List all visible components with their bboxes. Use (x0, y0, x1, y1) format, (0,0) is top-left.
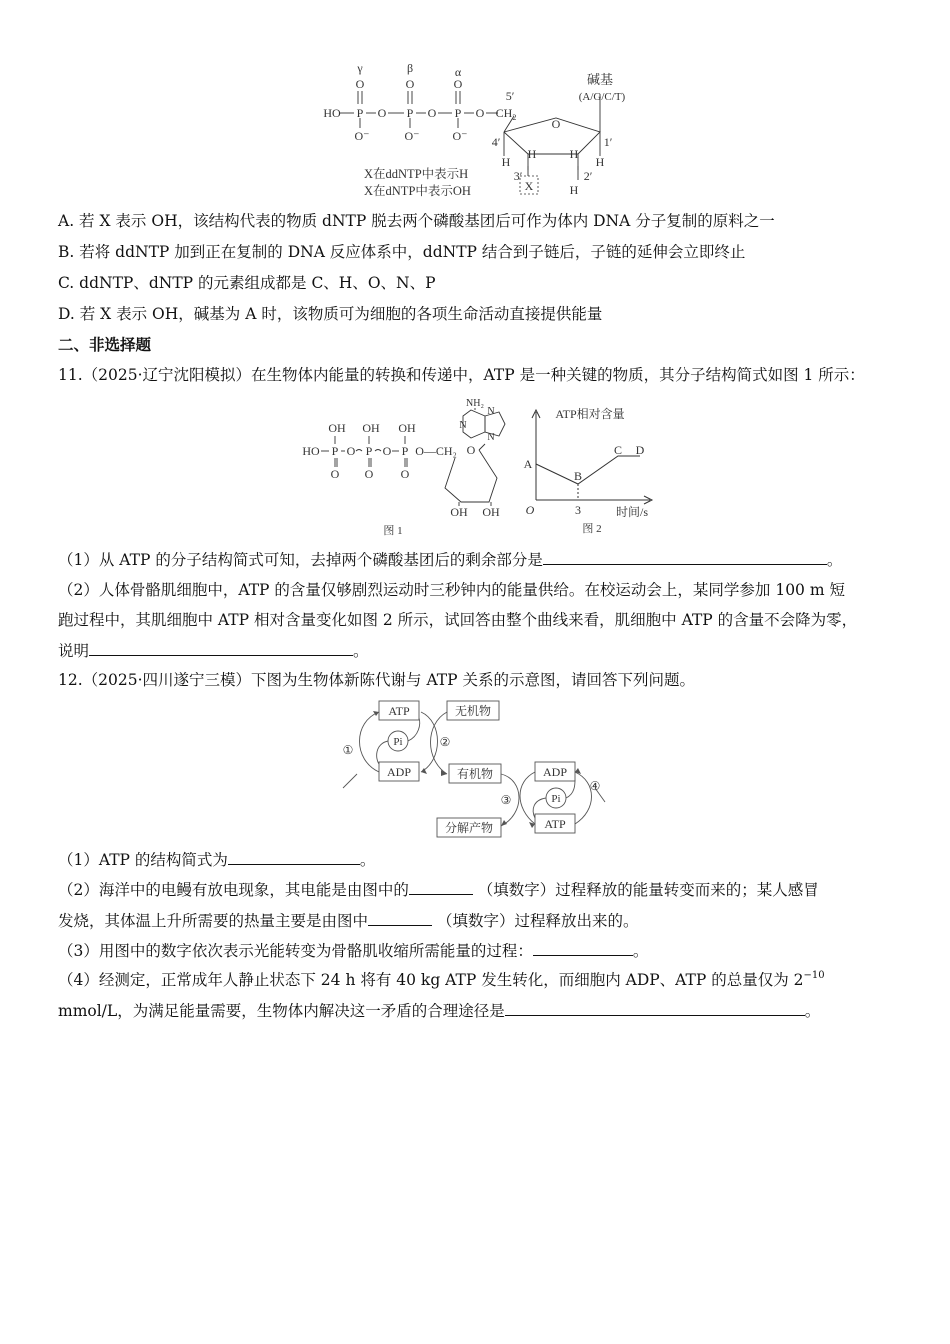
option-c: C. ddNTP、dNTP 的元素组成都是 C、H、O、N、P (58, 274, 436, 292)
option-b: B. 若将 ddNTP 加到正在复制的 DNA 反应体系中，ddNTP 结合到子链后，子链的延伸会立即终止 (58, 243, 746, 261)
svg-text:O—CH₂: O—CH₂ (415, 444, 457, 458)
point-a-label: A (523, 457, 533, 471)
svg-text:P: P (401, 444, 409, 458)
svg-text:O: O (346, 444, 356, 458)
q12-sub2-line2: 发烧，其体温上升所需要的热量主要是由图中 （填数字）过程释放出来的。 (58, 912, 639, 930)
q12-sub2-blank-a[interactable] (409, 879, 473, 895)
svg-text:3′: 3′ (513, 169, 523, 183)
diagram-atp-right: ATP (544, 817, 566, 831)
diagram-adp-right: ADP (542, 765, 568, 779)
q11-stem: 11.（2025·辽宁沈阳模拟）在生物体内能量的转换和传递中，ATP 是一种关键的物质，其分子结构简式如图 1 所示： (58, 366, 865, 384)
q12-sub4-blank[interactable] (505, 1000, 805, 1016)
diagram-inorganic: 无机物 (454, 704, 492, 718)
svg-text:O: O (355, 77, 365, 91)
svg-text:P: P (406, 106, 414, 120)
svg-text:CH2: $CH_2$ (495, 106, 517, 122)
svg-text:5′: 5′ (505, 89, 515, 103)
svg-text:1′: 1′ (603, 135, 613, 149)
svg-text:O: O (405, 77, 415, 91)
point-b-label: B (573, 469, 583, 483)
svg-text:N: N (487, 432, 495, 443)
base-label: 碱基 (586, 72, 614, 87)
q12-sub1-blank[interactable] (228, 849, 360, 865)
option-a: A. 若 X 表示 OH，该结构代表的物质 dNTP 脱去两个磷酸基团后可作为体内 DNA 分子复制的原料之一 (58, 212, 775, 230)
svg-text:OH: OH (398, 421, 416, 435)
svg-text:N: N (487, 406, 495, 417)
atp-metabolism-diagram (335, 698, 615, 840)
chart-ylabel: ATP相对含量 (555, 407, 625, 421)
diagram-atp-top: ATP (388, 704, 410, 718)
svg-text:O: O (475, 106, 485, 120)
diagram-pi-right: Pi (551, 793, 561, 805)
option-d: D. 若 X 表示 OH，碱基为 A 时，该物质可为细胞的各项生命活动直接提供能量 (58, 305, 603, 323)
svg-text:P: P (356, 106, 364, 120)
chart-tick-3: 3 (575, 503, 581, 517)
svg-text:P: P (331, 444, 339, 458)
gamma-label: γ (357, 61, 363, 75)
point-c-label: C (613, 443, 623, 457)
q11-sub2-blank[interactable] (89, 640, 353, 656)
svg-text:OH: OH (482, 505, 500, 519)
q11-sub2-line3: 说明 。 (58, 642, 369, 660)
svg-text:O⁻: O⁻ (404, 129, 420, 143)
process-4-label: ④ (589, 779, 601, 793)
q12-sub3-blank[interactable] (533, 940, 633, 956)
svg-text:OH: OH (362, 421, 380, 435)
svg-text:O: O (377, 106, 387, 120)
diagram-pi-left: Pi (393, 736, 403, 748)
q12-sub2-blank-b[interactable] (368, 910, 432, 926)
process-3-label: ③ (500, 793, 512, 807)
svg-text:O: O (427, 106, 437, 120)
svg-text:O: O (330, 467, 340, 481)
q12-stem: 12.（2025·四川遂宁三模）下图为生物体新陈代谢与 ATP 关系的示意图，请回答下列问题。 (58, 671, 695, 689)
atp-curve-line (536, 456, 640, 484)
svg-text:O: O (466, 443, 476, 457)
svg-text:H: H (569, 147, 579, 161)
svg-text:O: O (551, 117, 561, 131)
svg-text:HO: HO (302, 444, 320, 458)
q12-sub2-line1: （2）海洋中的电鳗有放电现象，其电能是由图中的 （填数字）过程释放的能量转变而来的；某人感冒 (58, 881, 819, 899)
q11-sub1: （1）从 ATP 的分子结构简式可知，去掉两个磷酸基团后的剩余部分是 。 (58, 551, 843, 569)
svg-text:H: H (569, 183, 579, 197)
chart-origin: O (525, 503, 535, 517)
svg-text:O: O (382, 444, 392, 458)
fig1-caption: 图 1 (383, 525, 403, 537)
diagram-adp-left: ADP (386, 765, 412, 779)
svg-text:O⁻: O⁻ (354, 129, 370, 143)
q11-sub2-line1: （2）人体骨骼肌细胞中，ATP 的含量仅够剧烈运动时三秒钟内的能量供给。在校运动会上，某同学参加 100 m 短 (58, 581, 845, 599)
process-1-label: ① (342, 743, 354, 757)
q11-sub2-line2: 跑过程中，其肌细胞中 ATP 相对含量变化如图 2 所示，试回答由整个曲线来看，肌细胞中 ATP 的含量不会降为零， (58, 611, 858, 629)
beta-label: β (406, 61, 414, 75)
ddntp-structure-figure (310, 58, 650, 203)
q12-sub1: （1）ATP 的结构简式为 。 (58, 851, 376, 869)
x-label: X (524, 179, 534, 193)
svg-text:O⁻: O⁻ (452, 129, 468, 143)
diagram-products: 分解产物 (444, 821, 494, 835)
atp-content-chart (520, 402, 670, 537)
svg-text:O: O (400, 467, 410, 481)
atp-structure-figure (295, 392, 510, 540)
point-d-label: D (635, 443, 645, 457)
base-options: (A/G/C/T) (578, 91, 626, 103)
section-title: 二、非选择题 (58, 335, 152, 354)
ddntp-note: X在ddNTP中表示H (364, 167, 469, 181)
svg-text:HO: HO (323, 106, 341, 120)
diagram-organic: 有机物 (456, 767, 494, 781)
svg-text:P: P (454, 106, 462, 120)
svg-text:2′: 2′ (583, 169, 593, 183)
svg-text:OH: OH (450, 505, 468, 519)
q12-sub4-line2: mmol/L，为满足能量需要，生物体内解决这一矛盾的合理途径是 。 (58, 1002, 821, 1020)
q11-sub1-blank[interactable] (543, 549, 827, 565)
svg-text:NH₂: NH₂ (466, 398, 484, 409)
dntp-note: X在dNTP中表示OH (364, 184, 471, 198)
q12-sub4-line1: （4）经测定，正常成年人静止状态下 24 h 将有 40 kg ATP 发生转化，而细胞内 ADP、ATP 的总量仅为 $2^{-10}$ (58, 970, 825, 989)
alpha-label: α (454, 65, 462, 79)
chart-xlabel: 时间/s (615, 505, 649, 519)
svg-text:O: O (453, 77, 463, 91)
q12-sub3: （3）用图中的数字依次表示光能转变为骨骼肌收缩所需能量的过程： 。 (58, 942, 649, 960)
svg-text:P: P (365, 444, 373, 458)
svg-text:H: H (595, 155, 605, 169)
process-2-label: ② (439, 735, 451, 749)
svg-text:N: N (459, 420, 467, 431)
svg-text:O: O (364, 467, 374, 481)
svg-text:H: H (501, 155, 511, 169)
fig2-caption: 图 2 (582, 523, 602, 535)
svg-text:H: H (527, 147, 537, 161)
svg-text:OH: OH (328, 421, 346, 435)
svg-text:4′: 4′ (491, 135, 501, 149)
